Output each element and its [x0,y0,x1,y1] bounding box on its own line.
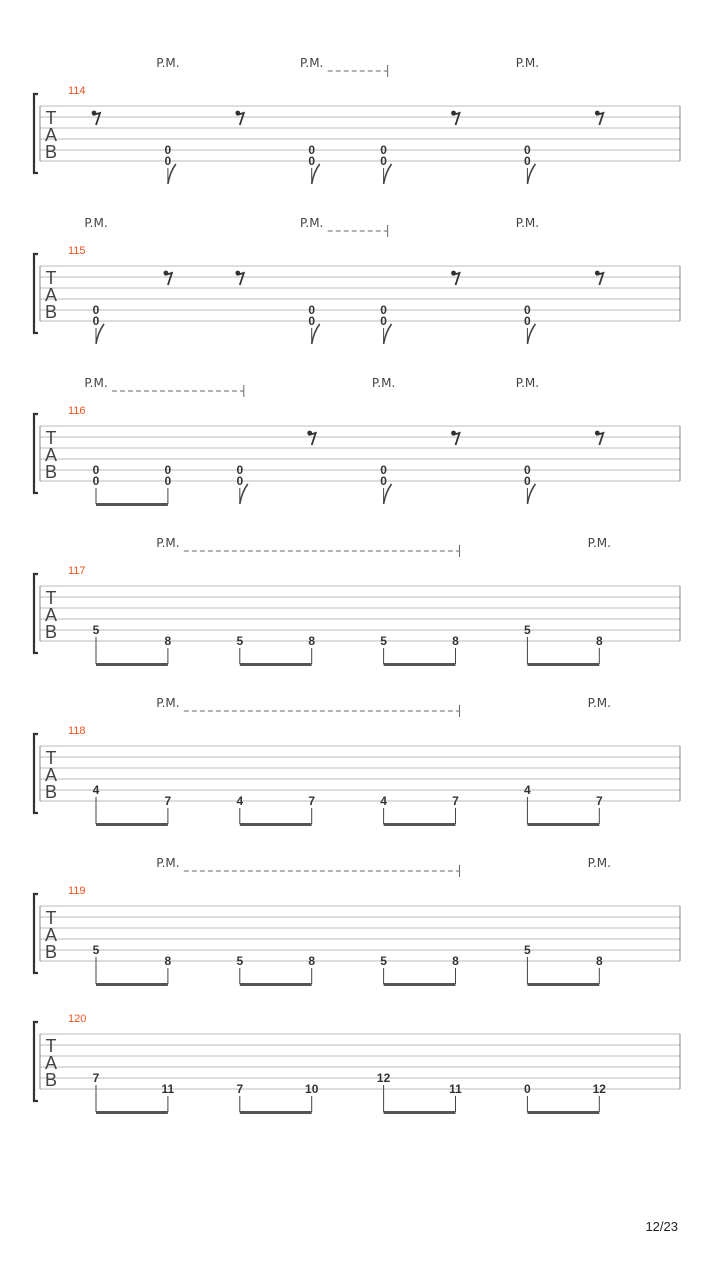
palm-mute-label: P.M. [156,696,180,710]
note-beam [527,983,599,986]
fret-number: 0 [164,154,172,168]
fret-number: 7 [595,794,603,808]
fret-number: 8 [452,954,459,968]
palm-mute-label: P.M. [515,56,540,70]
fret-number: 4 [236,794,244,808]
fret-number: 0 [524,303,531,317]
eighth-rest-stroke [309,433,316,445]
palm-mute-label: P.M. [515,376,540,390]
tab-clef-letter: B [44,942,58,962]
system-bracket [34,894,38,973]
fret-number: 8 [595,954,603,968]
fret-number: 0 [236,463,244,477]
note-beam [96,1111,168,1114]
note-beam [240,823,312,826]
fret-number: 0 [380,303,387,317]
eighth-rest-stroke [237,113,244,125]
fret-number: 0 [164,474,172,488]
tab-clef-letter: T [45,268,57,288]
tab-clef-letter: A [44,445,58,465]
palm-mute-label: P.M. [156,536,180,550]
tab-clef-letter: T [45,1036,57,1056]
measure-number: 115 [68,245,86,257]
eighth-rest-stroke [596,433,603,445]
note-beam [96,823,168,826]
note-beam [96,503,168,506]
fret-number: 0 [380,463,387,477]
palm-mute-label: P.M. [515,216,540,230]
note-beam [240,983,312,986]
eighth-rest-stroke [93,113,100,125]
fret-number: 4 [524,783,531,797]
tab-clef-letter: A [44,1053,58,1073]
eighth-rest [92,111,100,125]
system-bracket [34,574,38,653]
note-beam [240,663,312,666]
fret-number: 4 [380,794,387,808]
system-bracket [34,734,38,813]
fret-number: 12 [376,1071,391,1085]
fret-number: 7 [452,794,459,808]
tab-clef-letter: B [44,302,58,322]
eighth-rest [595,431,603,445]
eighth-rest [451,111,459,125]
fret-number: 5 [92,623,100,637]
note-beam [527,823,599,826]
fret-number: 0 [524,143,531,157]
note-beam [96,663,168,666]
fret-number: 11 [449,1082,462,1096]
fret-number: 0 [308,143,316,157]
palm-mute-label: P.M. [587,696,611,710]
eighth-rest-stroke [453,113,460,125]
fret-number: 5 [92,943,100,957]
measure-number: 114 [68,85,86,97]
note-beam [384,823,456,826]
eighth-rest [451,271,459,285]
eighth-rest-stroke [453,273,460,285]
fret-number: 0 [380,154,387,168]
tab-system-116 [34,376,680,506]
system-bracket [34,414,38,493]
fret-number: 0 [236,474,244,488]
fret-number: 0 [92,303,100,317]
fret-number: 0 [380,474,387,488]
eighth-rest [235,271,243,285]
fret-number: 5 [524,943,531,957]
tab-clef-letter: A [44,605,58,625]
fret-number: 0 [92,314,100,328]
palm-mute-label: P.M. [156,856,180,870]
measure-number: 116 [68,405,86,417]
eighth-rest-stroke [596,113,603,125]
fret-number: 10 [305,1082,319,1096]
fret-number: 5 [524,623,531,637]
fret-number: 0 [524,463,531,477]
fret-number: 0 [380,314,387,328]
fret-number: 8 [595,634,603,648]
eighth-rest [595,111,603,125]
eighth-rest [307,431,315,445]
tab-clef-letter: B [44,1070,58,1090]
page-number: 12/23 [645,1219,678,1234]
tab-clef-letter: B [44,622,58,642]
fret-number: 0 [92,463,100,477]
fret-number: 5 [380,634,387,648]
note-beam [384,983,456,986]
fret-number: 7 [164,794,172,808]
measure-number: 117 [68,565,86,577]
fret-number: 7 [308,794,316,808]
fret-number: 0 [308,303,316,317]
fret-number: 0 [308,314,316,328]
fret-number: 0 [164,143,172,157]
fret-number: 7 [92,1071,100,1085]
system-bracket [34,94,38,173]
fret-number: 0 [380,143,387,157]
measure-number: 120 [68,1013,87,1025]
palm-mute-label: P.M. [300,216,324,230]
fret-number: 5 [380,954,387,968]
tab-system-117 [34,536,680,666]
eighth-rest-stroke [596,273,603,285]
fret-number: 0 [524,1082,531,1096]
fret-number: 0 [524,474,531,488]
system-bracket [34,1022,38,1101]
palm-mute-label: P.M. [300,56,324,70]
fret-number: 8 [164,634,172,648]
tab-clef-letter: A [44,925,58,945]
fret-number: 8 [308,634,316,648]
tab-system-118 [34,696,680,826]
fret-number: 4 [92,783,100,797]
tab-clef-letter: B [44,782,58,802]
tab-clef-letter: B [44,142,58,162]
note-beam [527,663,599,666]
tab-clef-letter: A [44,285,58,305]
fret-number: 5 [236,954,244,968]
note-beam [384,663,456,666]
fret-number: 8 [308,954,316,968]
eighth-rest-stroke [453,433,460,445]
tab-clef-letter: T [45,748,57,768]
fret-number: 8 [164,954,172,968]
tab-clef-letter: B [44,462,58,482]
note-beam [384,1111,456,1114]
eighth-rest-stroke [165,273,172,285]
note-beam [240,1111,312,1114]
tab-clef-letter: T [45,428,57,448]
fret-number: 0 [92,474,100,488]
palm-mute-label: P.M. [587,536,611,550]
tab-clef-letter: A [44,125,58,145]
tab-system-114 [34,56,680,184]
palm-mute-label: P.M. [84,376,108,390]
system-bracket [34,254,38,333]
fret-number: 5 [236,634,244,648]
fret-number: 0 [308,154,316,168]
measure-number: 118 [68,725,86,737]
tab-clef-letter: T [45,108,57,128]
palm-mute-label: P.M. [156,56,180,70]
palm-mute-label: P.M. [587,856,611,870]
palm-mute-label: P.M. [371,376,396,390]
eighth-rest [235,111,243,125]
fret-number: 0 [524,154,531,168]
tab-system-119 [34,856,680,986]
fret-number: 0 [164,463,172,477]
measure-number: 119 [68,885,86,897]
fret-number: 0 [524,314,531,328]
fret-number: 7 [236,1082,244,1096]
tab-system-115 [34,216,680,344]
tab-system-120 [34,1013,680,1114]
tab-clef-letter: A [44,765,58,785]
note-beam [96,983,168,986]
palm-mute-label: P.M. [84,216,108,230]
eighth-rest [451,431,459,445]
fret-number: 11 [161,1082,175,1096]
eighth-rest [595,271,603,285]
tab-clef-letter: T [45,588,57,608]
fret-number: 12 [592,1082,606,1096]
eighth-rest-stroke [237,273,244,285]
note-beam [527,1111,599,1114]
eighth-rest [164,271,172,285]
tab-clef-letter: T [45,908,57,928]
fret-number: 8 [452,634,459,648]
